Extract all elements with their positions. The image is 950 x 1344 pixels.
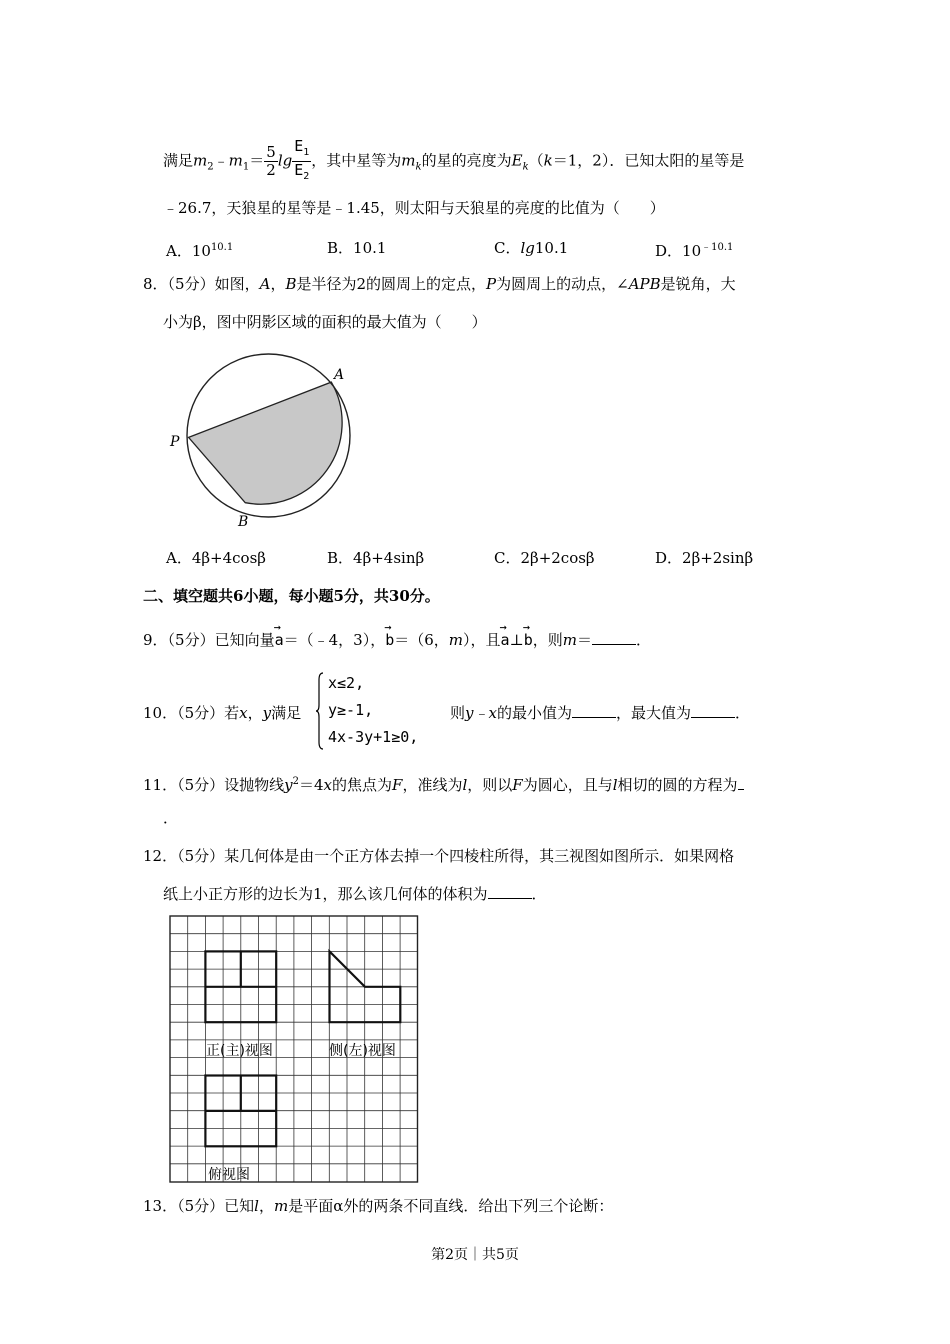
sub: 1 xyxy=(242,161,250,173)
sub: 2 xyxy=(207,161,214,173)
text: 10．（5分）若 xyxy=(143,704,240,722)
var-x: x xyxy=(239,704,248,722)
q7-option-c[interactable] xyxy=(494,238,568,258)
q11-line xyxy=(143,772,744,795)
var-y: y xyxy=(284,776,293,794)
text: ﹣ xyxy=(213,151,229,170)
page-footer: 第2页｜共5页 xyxy=(431,1247,519,1263)
q8-option-a[interactable]: A．4β+4cosβ xyxy=(166,549,266,567)
text: ⊥ xyxy=(509,631,524,649)
text: 的焦点为 xyxy=(332,776,393,794)
text: ，则以 xyxy=(467,776,513,794)
q7-option-d[interactable] xyxy=(655,238,733,261)
text: ＝ xyxy=(576,631,592,649)
three-view-grid-figure xyxy=(168,914,420,1184)
text: ＝1，2）．已知太阳的星等是 xyxy=(552,151,745,170)
text: 11．（5分）设抛物线 xyxy=(143,776,285,794)
q7-line1 xyxy=(163,137,745,182)
sub: 2 xyxy=(303,171,310,182)
label: A． xyxy=(166,242,192,260)
var-f: F xyxy=(512,776,523,794)
constraint-3: 4x-3y+1≥0, xyxy=(328,728,419,746)
var-l: l xyxy=(254,1197,259,1215)
var-y: y xyxy=(262,704,272,722)
answer-blank[interactable] xyxy=(592,630,636,645)
q8-line1 xyxy=(143,274,736,294)
numerator: 5 xyxy=(266,143,276,161)
text: ＝ xyxy=(249,151,265,170)
label: D． xyxy=(655,242,683,260)
var-m: m xyxy=(448,631,464,649)
text: ， xyxy=(258,1197,274,1215)
text: 为圆心，且与 xyxy=(522,776,613,794)
text: ． xyxy=(531,885,547,903)
constraint-1: x≤2, xyxy=(328,674,365,692)
text: ， xyxy=(247,704,263,722)
var-l: l xyxy=(612,776,618,794)
text: ， xyxy=(270,275,286,293)
e1: E xyxy=(294,137,304,155)
q12-line1: 12．（5分）某几何体是由一个正方体去掉一个四棱柱所得，其三视图如图所示．如果网格 xyxy=(143,847,735,865)
text: ，则 xyxy=(532,631,563,649)
text: ，准线为 xyxy=(402,776,463,794)
var-ek: E xyxy=(511,151,523,170)
var-k: k xyxy=(543,151,553,170)
q8-option-b[interactable]: B．4β+4sinβ xyxy=(327,549,425,567)
q13-line xyxy=(143,1196,613,1216)
text: ＝4 xyxy=(299,776,324,794)
lg: lg xyxy=(277,151,293,170)
text: ），且 xyxy=(463,631,501,649)
e2: E xyxy=(294,161,304,179)
q7-option-a[interactable] xyxy=(166,238,233,261)
text: 13．（5分）已知 xyxy=(143,1197,255,1215)
text: 是半径为2的圆周上的定点， xyxy=(296,275,487,293)
var-m: m xyxy=(273,1197,289,1215)
vector-b: → b xyxy=(524,630,533,650)
var-p: P xyxy=(486,275,497,293)
vector-b: → b xyxy=(385,630,394,650)
answer-blank[interactable] xyxy=(738,775,744,790)
exp: ﹣10.1 xyxy=(701,242,734,253)
fraction-e1-e2 xyxy=(292,138,311,185)
inequality-system xyxy=(316,672,446,752)
text: 满足 xyxy=(163,151,194,170)
constraint-2: y≥-1, xyxy=(328,701,374,719)
text: ，其中星等为 xyxy=(311,151,402,170)
label-front-view: 正(主)视图 xyxy=(206,1043,273,1059)
var-mk: m xyxy=(401,151,416,170)
exp: 10.1 xyxy=(210,242,234,253)
label: C． xyxy=(494,239,521,257)
text: ，最大值为 xyxy=(615,704,691,722)
text: 是平面α外的两条不同直线．给出下列三个论断： xyxy=(288,1197,614,1215)
fraction-5-2 xyxy=(264,144,278,179)
denominator xyxy=(292,162,311,185)
q11-end: ． xyxy=(163,809,179,827)
sub: 1 xyxy=(303,147,310,158)
section-heading: 二、填空题共6小题，每小题5分，共30分。 xyxy=(143,587,440,605)
var-m1: m xyxy=(228,151,243,170)
text: ＝（6， xyxy=(394,631,449,649)
base: 10 xyxy=(191,242,211,260)
q8-option-c[interactable]: C．2β+2cosβ xyxy=(494,549,595,567)
q8-line2: 小为β，图中阴影区域的面积的最大值为（ ） xyxy=(163,313,487,331)
expr-y-x: y﹣x xyxy=(465,704,497,722)
text: ． xyxy=(635,631,651,649)
sub: k xyxy=(415,161,422,173)
denominator: 2 xyxy=(266,161,276,179)
var-m2: m xyxy=(193,151,208,170)
sub: k xyxy=(522,161,529,173)
numerator xyxy=(292,138,311,162)
q12-line2 xyxy=(163,884,547,904)
base: 10 xyxy=(682,242,702,260)
label-side-view: 侧(左)视图 xyxy=(329,1043,396,1059)
q10-suffix xyxy=(450,703,750,723)
label-b: B xyxy=(238,514,249,530)
text: ＝（﹣4，3）， xyxy=(283,631,386,649)
vector-a: → a xyxy=(275,630,284,650)
label-a: A xyxy=(334,367,345,383)
text: 9．（5分）已知向量 xyxy=(143,631,275,649)
answer-blank[interactable] xyxy=(488,884,532,899)
label-top-view: 俯视图 xyxy=(208,1167,250,1183)
text: 8．（5分）如图， xyxy=(143,275,260,293)
vector-a: → a xyxy=(501,630,510,650)
shaded-region xyxy=(189,382,343,504)
exp: 2 xyxy=(292,776,299,787)
answer-blank-max[interactable] xyxy=(691,703,735,718)
q10-prefix xyxy=(143,703,301,723)
var-l: l xyxy=(462,776,468,794)
value: 10.1 xyxy=(534,239,569,257)
text: 的星的亮度为 xyxy=(421,151,512,170)
text: 则 xyxy=(450,704,466,722)
lg: lg xyxy=(520,239,535,257)
var-m: m xyxy=(562,631,577,649)
text: （ xyxy=(528,151,544,170)
text: 纸上小正方形的边长为1，那么该几何体的体积为 xyxy=(163,885,488,903)
text: ． xyxy=(734,704,750,722)
text: 相切的圆的方程为 xyxy=(617,776,738,794)
var-apb: APB xyxy=(628,275,661,293)
q7-line2: ﹣26.7，天狼星的星等是﹣1.45，则太阳与天狼星的亮度的比值为（ ） xyxy=(163,199,665,217)
var-x: x xyxy=(323,776,333,794)
var-b: B xyxy=(285,275,297,293)
q8-option-d[interactable]: D．2β+2sinβ xyxy=(655,549,754,567)
answer-blank-min[interactable] xyxy=(572,703,616,718)
label-p: P xyxy=(170,434,180,450)
text: 是锐角，大 xyxy=(660,275,736,293)
text: 的最小值为 xyxy=(496,704,572,722)
q9-line xyxy=(143,630,651,650)
text: 为圆周上的动点，∠ xyxy=(496,275,629,293)
q8-circle-figure xyxy=(160,348,370,533)
text: 满足 xyxy=(271,704,302,722)
brace xyxy=(316,672,324,750)
var-a: A xyxy=(259,275,271,293)
var-f: F xyxy=(392,776,403,794)
q7-option-b[interactable]: B．10.1 xyxy=(327,239,387,257)
